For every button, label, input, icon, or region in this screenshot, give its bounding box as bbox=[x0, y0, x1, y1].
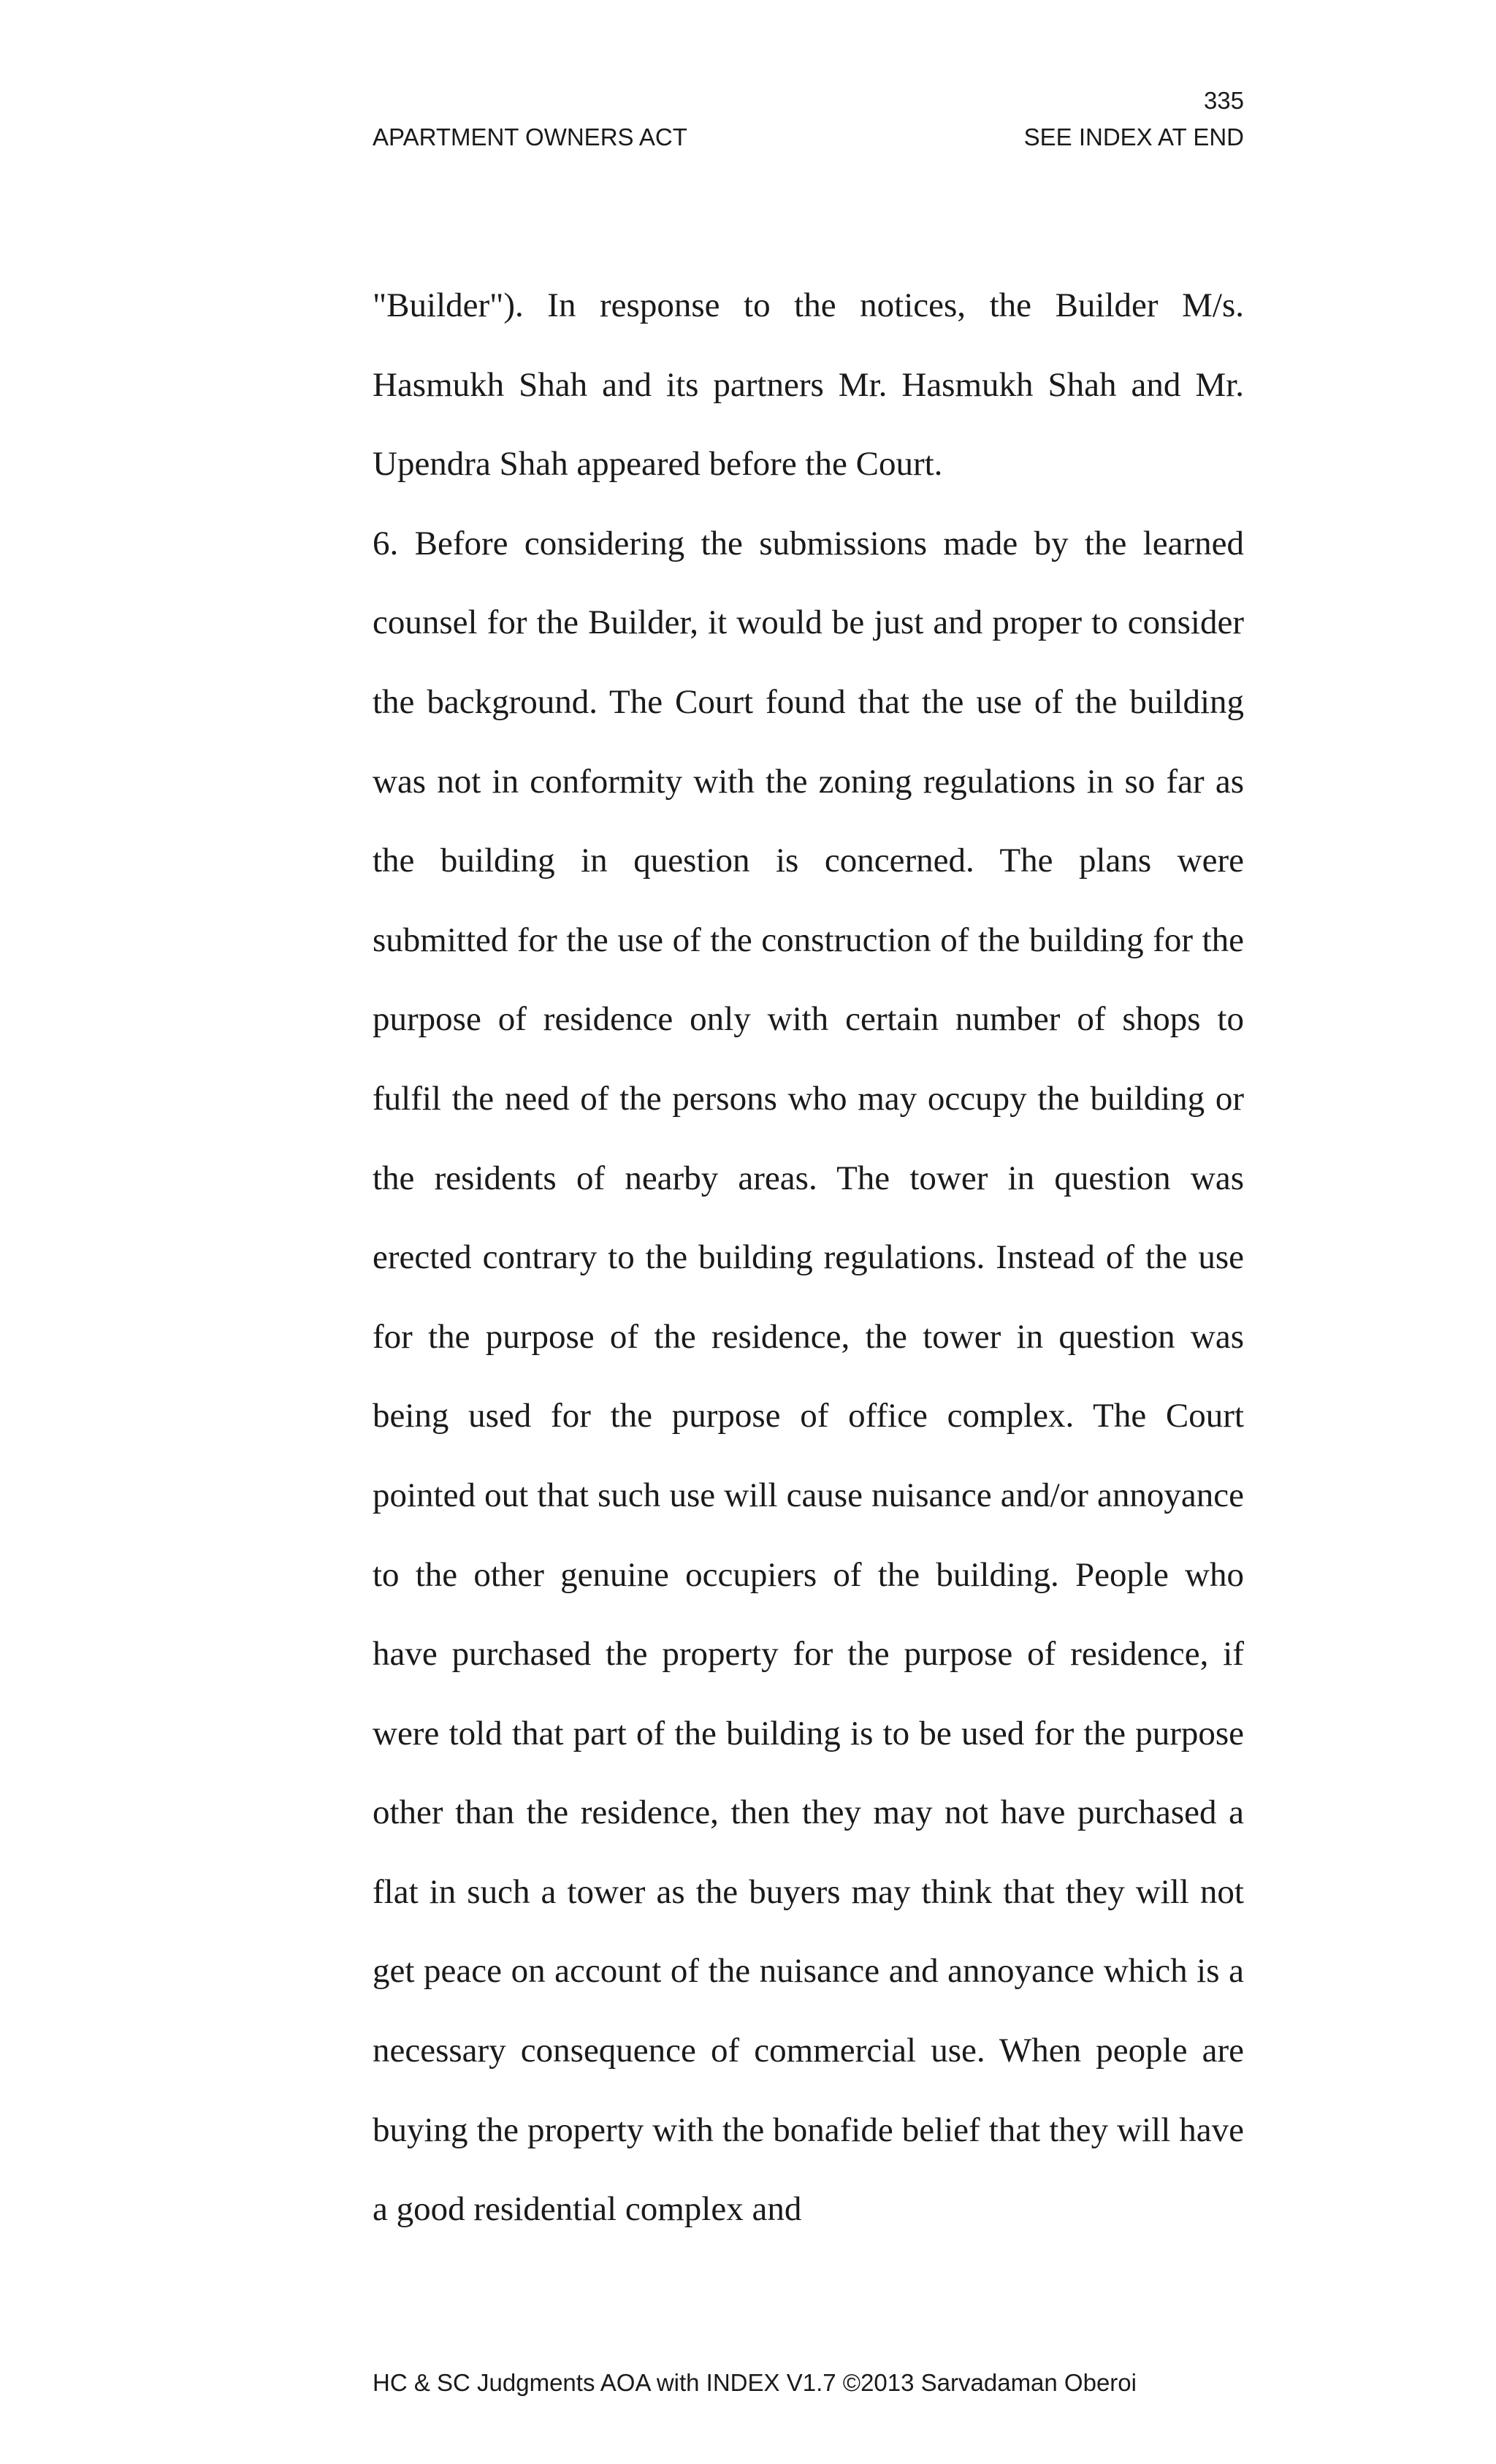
document-body bbox=[373, 266, 1244, 2249]
paragraph-6: 6. Before considering the submissions made by the learned counsel for the Builder, it would be just and proper to consider the background. The Court found that the use of the building was not in conformity with the zoning regulations in so far as the building in question is concerned. The plans were submitted for the use of the construction of the building for the purpose of residence only with certain number of shops to fulfil the need of the persons who may occupy the building or the residents of nearby areas. The tower in question was erected contrary to the building regulations. Instead of the use for the purpose of the residence, the tower in question was being used for the purpose of office complex. The Court pointed out that such use will cause nuisance and/or annoyance to the other genuine occupiers of the building. People who have purchased the property for the purpose of residence, if were told that part of the building is to be used for the purpose other than the residence, then they may not have purchased a flat in such a tower as the buyers may think that they will not get peace on account of the nuisance and annoyance which is a necessary consequence of commercial use. When people are buying the property with the bonafide belief that they will have a good residential complex and bbox=[373, 524, 1244, 2229]
paragraph-continuation: "Builder"). In response to the notices, the Builder M/s. Hasmukh Shah and its partners Mr. Hasmukh Shah and Mr. Upendra Shah appeared before the Court. bbox=[373, 286, 1244, 484]
page-footer: HC & SC Judgments AOA with INDEX V1.7 ©2013 Sarvadaman Oberoi bbox=[373, 2369, 1137, 2396]
header-index-note: SEE INDEX AT END bbox=[1023, 123, 1244, 150]
header-title: APARTMENT OWNERS ACT bbox=[373, 123, 687, 150]
page-number: 335 bbox=[1203, 87, 1244, 114]
running-header bbox=[373, 119, 1244, 156]
